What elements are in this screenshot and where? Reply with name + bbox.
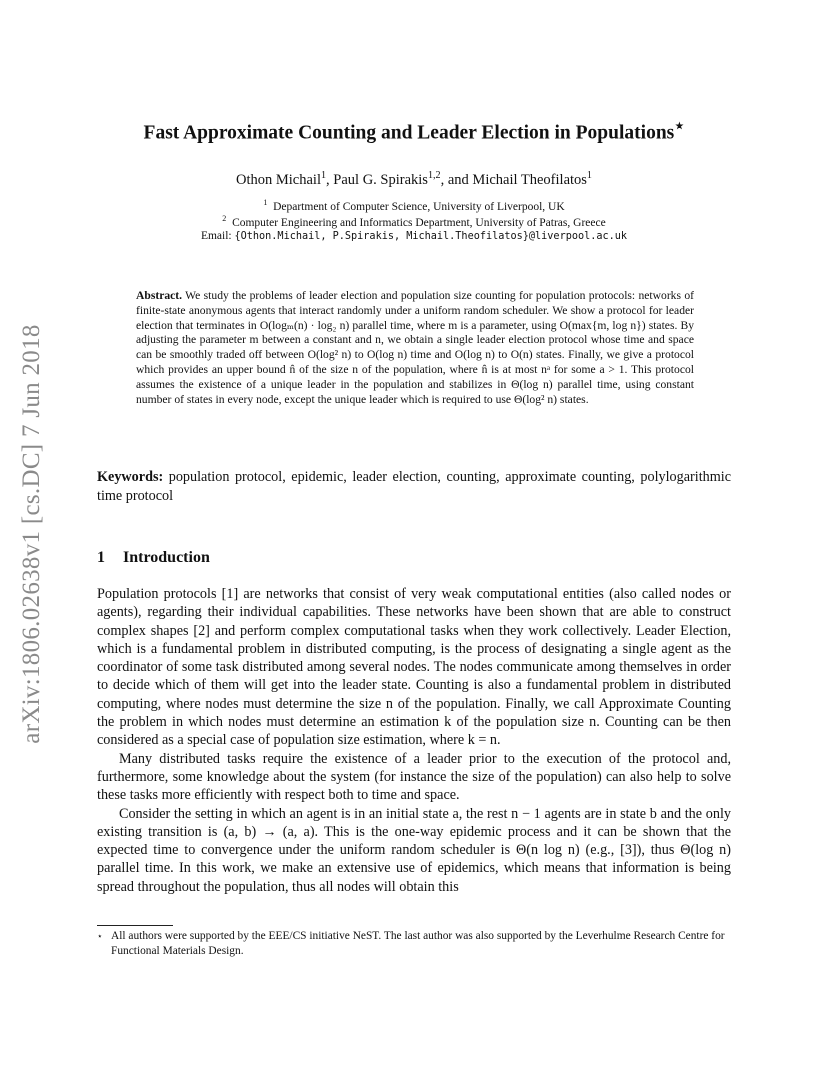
title-text: Fast Approximate Counting and Leader Election in Populations [143,122,675,144]
affiliation-text: Computer Engineering and Informatics Department, University of Patras, Greece [232,216,606,229]
abstract [136,289,694,407]
footnote-rule [97,925,173,926]
affiliation-2 [96,214,732,229]
affiliation-text: Department of Computer Science, University of Liverpool, UK [273,200,565,213]
author-affiliation-sup: 1 [586,170,592,181]
author-name: Michail Theofilatos [472,171,587,188]
paper-title [96,116,732,145]
body-text [97,585,731,896]
paragraph: Consider the setting in which an agent is in an initial state a, the rest n − 1 agents are in state b and the only existing transition is (a, b) → (a, a). This is the one-way epidemic process and it can be shown that the expected time to convergence under the uniform random scheduler is Θ(n log n) (e.g., [3]), thus Θ(log n) parallel time. In this work, we make an extensive use of epidemics, which means that information is being spread throughout the population, thus all nodes will obtain this [97,805,731,895]
author-list [96,170,732,189]
author-name: Othon Michail [236,171,321,188]
author-name: Paul G. Spirakis [333,171,428,188]
title-footnote-mark: ⋆ [674,117,685,135]
section-number: 1 [97,549,105,566]
email-label: Email: [200,230,235,242]
keywords [97,468,731,506]
paragraph: Many distributed tasks require the existence of a leader prior to the execution of the protocol and, furthermore, some knowledge about the system (for instance the size of the population) can also help to solve these tasks more efficiently with respect both to time and space. [97,750,731,804]
email-address[interactable]: {Othon.Michail, P.Spirakis, Michail.Theofilatos}@liverpool.ac.uk [234,231,628,242]
section-title: Introduction [123,549,210,566]
author-separator: , and [440,171,473,188]
paragraph: Population protocols [1] are networks that consist of very weak computational entities (also called nodes or agents), regarding their individual capabilities. These networks have been shown that are able to construct complex shapes [2] and perform complex computational tasks when they work collectively. Leader Election, which is a fundamental problem in distributed computing, is the process of designating a single agent as the coordinator of some task distributed among several nodes. The nodes communicate among themselves in order to decide which of them will get into the leader state. Counting is also a fundamental problem in distributed computing, where nodes must determine the size n of the population. Finally, we call Approximate Counting the problem in which nodes must determine an estimation k of the population size n. Counting can be then considered as a special case of population size estimation, where k = n. [97,586,731,749]
author-affiliation-sup: 1 [320,170,327,181]
email-line [96,230,732,242]
footnote-mark: ⋆ [97,931,103,941]
author-affiliation-sup: 1,2 [427,170,441,181]
section-heading [97,549,210,567]
keywords-text: population protocol, epidemic, leader election, counting, approximate counting, polylogarithmic time protocol [97,469,732,504]
arxiv-identifier-stamp: arXiv:1806.02638v1 [cs.DC] 7 Jun 2018 [18,324,45,744]
author-separator: , [326,171,334,188]
keywords-label: Keywords: [97,469,164,485]
abstract-text: We study the problems of leader election and population size counting for population protocols: networks of finite-state anonymous agents that interact randomly under a uniform random scheduler. We show a protocol for leader election that terminates in O(logₘ(n) · log₂ n) parallel time, where m is a parameter, using O(max{m, log n}) states. By adjusting the parameter m between a constant and n, we obtain a single leader election protocol whose time and space can be smoothly traded off between O(log² n) to O(log n) time and O(log n) to O(n) states. Finally, we give a protocol which provides an upper bound n̂ of the size n of the population, where n̂ is at most nᵃ for some a > 1. This protocol assumes the existence of a unique leader in the population and stabilizes in Θ(log n) parallel time, using constant number of states in every node, except the unique leader which is required to use Θ(log² n) states. [136,289,694,406]
abstract-label: Abstract. [136,289,183,302]
footnote [97,929,737,958]
affiliation-sup: 1 [263,198,268,207]
footnote-text: All authors were supported by the EEE/CS initiative NeST. The last author was also supported by the Leverhulme Research Centre for Functional Materials Design. [111,930,725,957]
affiliation-sup: 2 [222,214,227,223]
affiliation-1 [96,198,732,213]
